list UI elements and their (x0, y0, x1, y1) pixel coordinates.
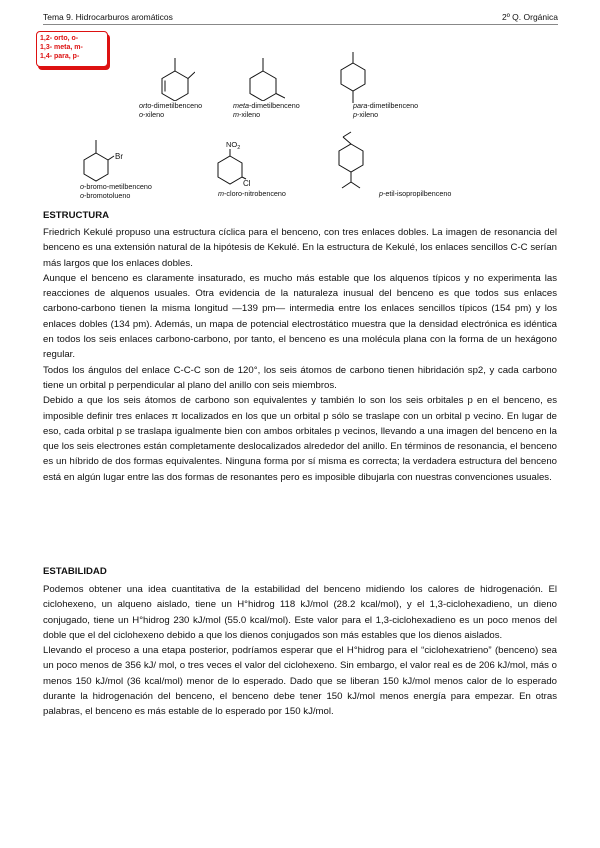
ethylisopropylbenzene-structure (329, 130, 373, 196)
chloronitrobenzene-label: m-cloro-nitrobenceno (218, 189, 286, 198)
para-xylene-label: para-dimetilbenceno p-xileno (353, 101, 419, 119)
paragraph: Friedrich Kekulé propuso una estructura cíclica para el benceno, con tres enlaces dobles. La imagen de resonancia del benceno es una extensión natural de la hipótesis de Kekulé. En la estructura de Kekulé, los enlaces sencillos C-C serían más largos que los enlaces dobles. (43, 227, 557, 269)
header-divider (43, 24, 558, 25)
paragraph: Todos los ángulos del enlace C-C-C son de 120°, los seis átomos de carbono tienen hibridación sp2, y cada carbono tiene un orbital p perpendicular al plano del anillo con seis miembros. (43, 364, 557, 391)
legend-row: 1,2- orto, o- (40, 35, 79, 42)
paragraph: Aunque el benceno es claramente insaturado, es mucho más estable que los alquenos típicos y no experimenta las reacciones de alquenos usuales. Otra evidencia de la naturaleza inusual del benceno es que todos sus enlaces carbono-carbono tienen la misma longitud —139 pm— intermedia entre los enlaces sencillos típicos (154 pm) y los enlaces dobles (134 pm). Además, un mapa de potencial electrostático muestra que la densidad electrónica es idéntica en todos los seis enlaces carbono-carbono, por tanto, el benceno es una molécula plana con la forma de un hexágono regular. (43, 272, 557, 361)
legend-row: 1,4- para, p- (40, 53, 80, 60)
estructura-body (43, 225, 557, 485)
nitro-group-label: $NO_2$ (226, 140, 241, 151)
paragraph: Podemos obtener una idea cuantitativa de la estabilidad del benceno midiendo los calores de hidrogenación. El ciclohexeno, un alqueno aislado, tiene un H°hidrog 118 kJ/mol (28.2 kcal/mol), y el 1,3-ciclohexadieno, un dieno conjugado, tiene un H°hidrog 230 kJ/mol (55.0 kcal/mol). Este valor para el 1,3-ciclohexadieno es un poco menos del doble que el del ciclohexeno debido a que los dienos conjugados son más estables que los dienos aislados. (43, 584, 557, 641)
paragraph: Llevando el proceso a una etapa posterior, podríamos esperar que el H°hidrog para el “ciclohexatrieno” (benceno) sea un poco menos de 356 kJ/ mol, o tres veces el valor del ciclohexeno. Sin embargo, el valor real es de 206 kJ/mol, más o menos 150 kJ/mol (36 kcal/mol) menor de lo esperado. Dado que se liberan 150 kJ/mol menos calor de lo esperado durante la hidrogenación del benceno, el benceno debe tener 150 kJ/mol menos energía para empezar. En otras palabras, el benceno es más estable de lo esperado por 150 kJ/mol. (43, 645, 557, 718)
paragraph: Debido a que los seis átomos de carbono son equivalentes y también lo son los seis orbitales p en el benceno, es imposible definir tres enlaces π localizados en los que un orbital p sólo se traslape con un orbital p vecino. En lugar de eso, cada orbital p se traslapa igualmente bien con ambos orbitales p vecinos, llevando a una imagen del benceno en la que los seis electrones están completamente deslocalizados alrededor del anillo. En términos de resonancia, el benceno es un híbrido de dos formas equivalentes. Ninguna forma por sí misma es correcta; la verdadera estructura del benceno está en algún lugar entre las dos formas de resonantes pero es imposible dibujarla con nuestras convenciones usuales. (43, 395, 557, 483)
estabilidad-body (43, 582, 557, 720)
header-right: 2º Q. Orgánica (501, 12, 558, 22)
ethylisopropylbenzene-label: p-etil-isopropilbenceno (379, 189, 452, 198)
section-title-estructura: ESTRUCTURA (43, 210, 110, 221)
bromo-atom-label: Br (115, 152, 123, 161)
ortho-xylene-label: orto-dimetilbenceno o-xileno (139, 101, 203, 119)
section-title-estabilidad: ESTABILIDAD (43, 566, 107, 577)
chloro-atom-label: Cl (243, 179, 251, 188)
legend-row: 1,3- meta, m- (40, 44, 83, 51)
meta-xylene-label: meta-dimetilbenceno m-xileno (233, 101, 300, 119)
meta-xylene-structure (243, 55, 285, 101)
bromotoluene-label: o-bromo-metilbenceno o-bromotolueno (80, 182, 152, 200)
header-left: Tema 9. Hidrocarburos aromáticos (43, 12, 173, 22)
ortho-xylene-structure (155, 55, 195, 101)
para-xylene-structure (333, 50, 373, 106)
substitution-legend (36, 31, 108, 67)
bromotoluene-structure (76, 135, 132, 183)
chloronitrobenzene-structure (213, 138, 257, 190)
